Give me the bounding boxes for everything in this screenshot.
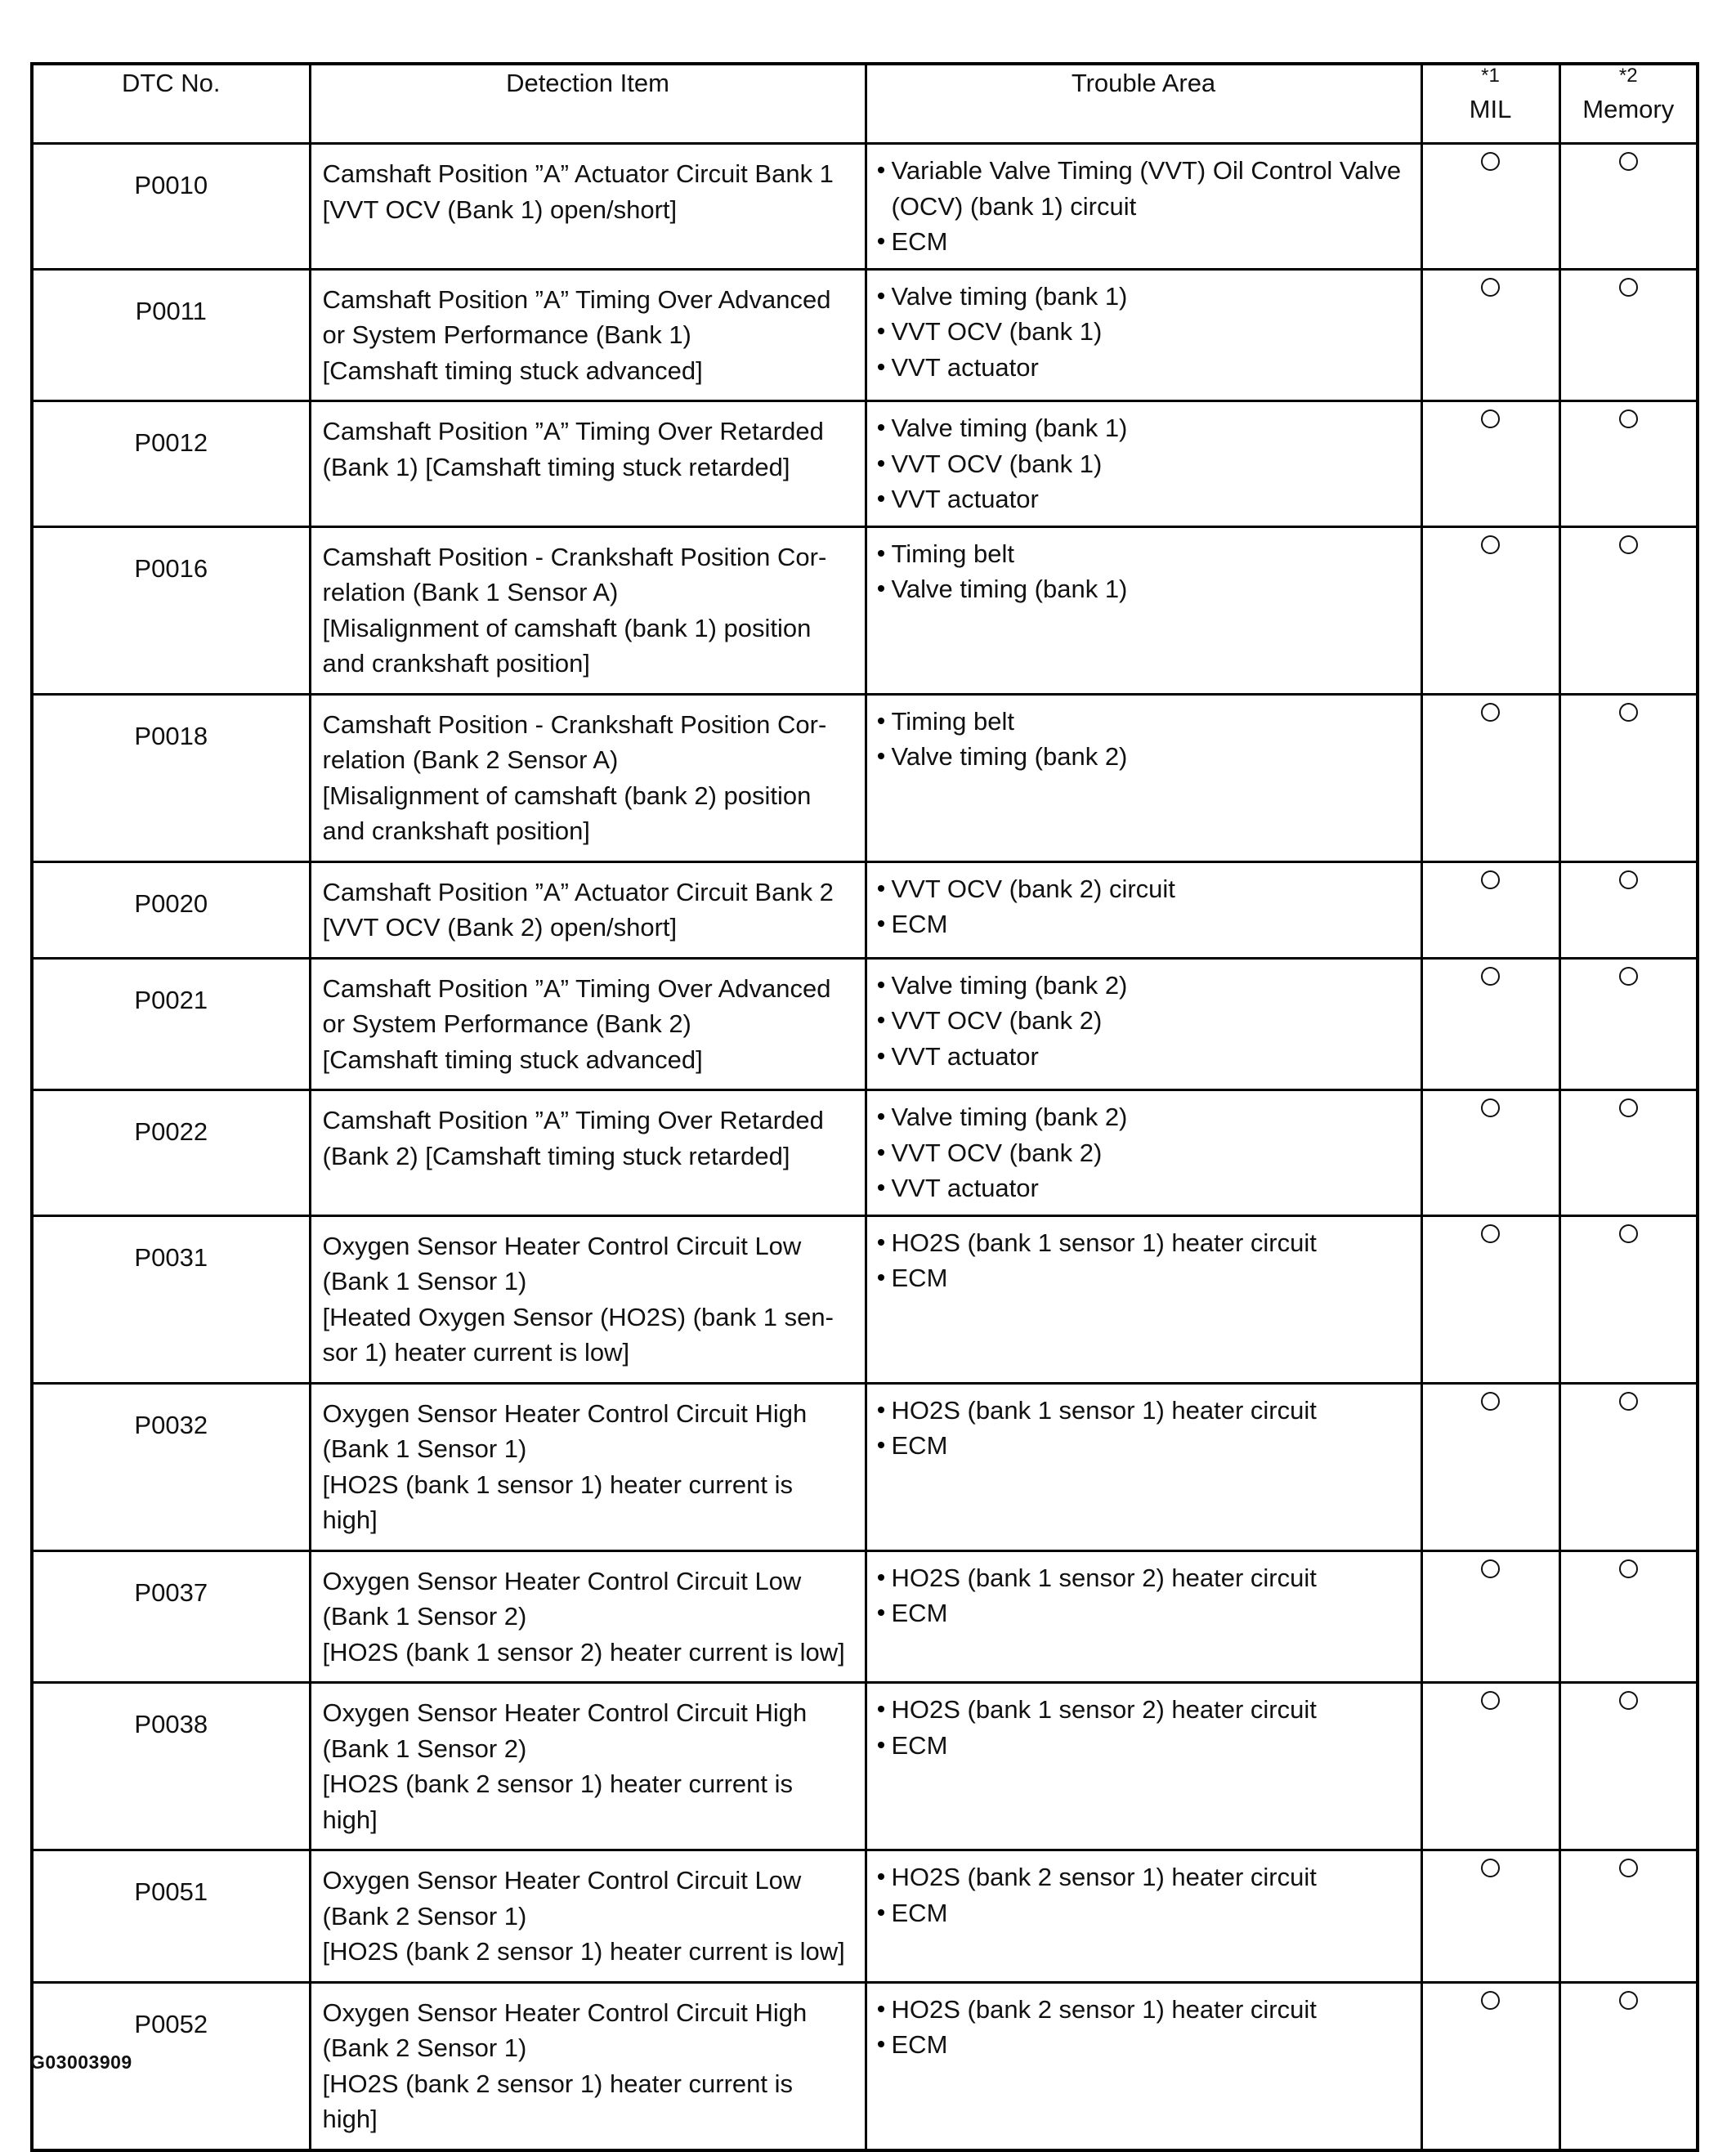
detection-item [310, 1383, 866, 1550]
trouble-area-item: VVT actuator [877, 1170, 1412, 1206]
mil-circle-icon [1481, 1691, 1500, 1710]
mil-circle-icon [1481, 1991, 1500, 2010]
mil-cell [1421, 861, 1559, 958]
memory-circle-icon [1619, 1392, 1638, 1411]
trouble-area-item: Valve timing (bank 1) [877, 279, 1412, 315]
trouble-area-list [877, 704, 1412, 775]
trouble-area-item: HO2S (bank 2 sensor 1) heater circuit [877, 1859, 1412, 1895]
header-trouble-area: Trouble Area [866, 64, 1421, 144]
detection-line: [HO2S (bank 2 sensor 1) heater current is low] [322, 1937, 845, 1966]
trouble-area-item: VVT actuator [877, 350, 1412, 386]
mil-footnote-mark: *1 [1481, 65, 1500, 87]
mil-cell [1421, 1683, 1559, 1850]
mil-circle-icon [1481, 1224, 1500, 1243]
memory-circle-icon [1619, 409, 1638, 428]
trouble-area-item: VVT OCV (bank 2) [877, 1003, 1412, 1039]
dtc-table [30, 62, 1699, 2152]
dtc-code: P0052 [32, 1982, 310, 2150]
trouble-area [866, 1090, 1421, 1216]
detection-line: [HO2S (bank 1 sensor 1) heater current is [322, 1470, 793, 1499]
mil-cell [1421, 1550, 1559, 1683]
detection-item [310, 269, 866, 401]
detection-line: [HO2S (bank 2 sensor 1) heater current is [322, 1769, 793, 1798]
table-row [32, 1090, 1698, 1216]
detection-line: Oxygen Sensor Heater Control Circuit Low [322, 1231, 802, 1260]
trouble-area-list [877, 1393, 1412, 1464]
detection-item [310, 144, 866, 270]
trouble-area-item: VVT actuator [877, 481, 1412, 517]
trouble-area-item: VVT OCV (bank 2) circuit [877, 871, 1412, 907]
header-memory [1559, 64, 1698, 144]
trouble-area [866, 401, 1421, 527]
memory-footnote-mark: *2 [1618, 65, 1638, 87]
mil-circle-icon [1481, 1392, 1500, 1411]
detection-line: Oxygen Sensor Heater Control Circuit High [322, 1998, 808, 2027]
trouble-area-item: HO2S (bank 1 sensor 1) heater circuit [877, 1393, 1412, 1429]
mil-cell [1421, 958, 1559, 1090]
trouble-area-item: HO2S (bank 2 sensor 1) heater circuit [877, 1992, 1412, 2028]
table-row [32, 694, 1698, 861]
trouble-area-list [877, 1692, 1412, 1763]
trouble-area-item: Valve timing (bank 2) [877, 968, 1412, 1004]
trouble-area [866, 1982, 1421, 2150]
mil-label: MIL [1469, 95, 1512, 123]
trouble-area-item: Valve timing (bank 1) [877, 410, 1412, 446]
mil-cell [1421, 401, 1559, 527]
mil-cell [1421, 1383, 1559, 1550]
trouble-area-item: HO2S (bank 1 sensor 1) heater circuit [877, 1225, 1412, 1261]
trouble-area-list [877, 279, 1412, 386]
detection-item [310, 1090, 866, 1216]
trouble-area [866, 1683, 1421, 1850]
trouble-area [866, 861, 1421, 958]
header-mil [1421, 64, 1559, 144]
table-row [32, 1683, 1698, 1850]
trouble-area [866, 269, 1421, 401]
trouble-area-list [877, 1992, 1412, 2063]
trouble-area-list [877, 871, 1412, 942]
memory-circle-icon [1619, 1559, 1638, 1578]
trouble-area [866, 1215, 1421, 1383]
dtc-code: P0031 [32, 1215, 310, 1383]
dtc-code: P0012 [32, 401, 310, 527]
detection-line: relation (Bank 1 Sensor A) [322, 578, 619, 606]
dtc-code: P0011 [32, 269, 310, 401]
detection-line: (Bank 1 Sensor 2) [322, 1734, 527, 1763]
trouble-area-list [877, 410, 1412, 517]
memory-cell [1559, 1215, 1698, 1383]
detection-line: [VVT OCV (Bank 2) open/short] [322, 913, 678, 942]
dtc-code: P0021 [32, 958, 310, 1090]
trouble-area-item: Valve timing (bank 2) [877, 739, 1412, 775]
memory-cell [1559, 526, 1698, 694]
detection-line: Camshaft Position ”A” Timing Over Retarded [322, 1106, 824, 1134]
mil-circle-icon [1481, 409, 1500, 428]
mil-cell [1421, 1215, 1559, 1383]
memory-cell [1559, 1550, 1698, 1683]
table-row [32, 401, 1698, 527]
dtc-code: P0038 [32, 1683, 310, 1850]
trouble-area-item: Valve timing (bank 1) [877, 571, 1412, 607]
detection-line: (Bank 1) [Camshaft timing stuck retarded] [322, 452, 790, 481]
detection-line: Oxygen Sensor Heater Control Circuit High [322, 1398, 808, 1428]
memory-cell [1559, 1982, 1698, 2150]
trouble-area-list [877, 1099, 1412, 1206]
trouble-area-item: Variable Valve Timing (VVT) Oil Control Valve (OCV) (bank 1) circuit [877, 153, 1412, 224]
detection-item [310, 694, 866, 861]
detection-line: [Camshaft timing stuck advanced] [322, 356, 703, 385]
trouble-area-item: VVT OCV (bank 2) [877, 1135, 1412, 1171]
detection-line: and crankshaft position] [322, 817, 590, 845]
trouble-area [866, 1850, 1421, 1983]
memory-cell [1559, 1383, 1698, 1550]
mil-cell [1421, 1850, 1559, 1983]
trouble-area-item: VVT OCV (bank 1) [877, 446, 1412, 482]
memory-circle-icon [1619, 1691, 1638, 1710]
detection-line: [HO2S (bank 1 sensor 2) heater current is low] [322, 1637, 845, 1667]
trouble-area-item: ECM [877, 906, 1412, 942]
memory-label: Memory [1582, 95, 1675, 123]
detection-item [310, 526, 866, 694]
table-row [32, 144, 1698, 270]
table-row [32, 1550, 1698, 1683]
mil-circle-icon [1481, 1098, 1500, 1117]
mil-cell [1421, 1090, 1559, 1216]
memory-circle-icon [1619, 152, 1638, 171]
memory-cell [1559, 694, 1698, 861]
trouble-area-list [877, 153, 1412, 260]
detection-line: Camshaft Position ”A” Timing Over Advanced [322, 284, 831, 314]
table-row [32, 269, 1698, 401]
detection-line: or System Performance (Bank 2) [322, 1009, 691, 1038]
detection-line: Camshaft Position ”A” Timing Over Retarded [322, 417, 824, 445]
detection-line: Camshaft Position ”A” Actuator Circuit Bank 2 [322, 877, 834, 906]
detection-line: Camshaft Position - Crankshaft Position Cor- [322, 542, 827, 571]
trouble-area [866, 1383, 1421, 1550]
dtc-code: P0032 [32, 1383, 310, 1550]
memory-circle-icon [1619, 703, 1638, 722]
trouble-area-list [877, 968, 1412, 1075]
mil-cell [1421, 1982, 1559, 2150]
detection-line: (Bank 2) [Camshaft timing stuck retarded] [322, 1141, 790, 1170]
trouble-area [866, 694, 1421, 861]
memory-circle-icon [1619, 278, 1638, 297]
dtc-table-body [32, 144, 1698, 2150]
memory-cell [1559, 144, 1698, 270]
detection-line: Camshaft Position - Crankshaft Position Cor- [322, 709, 827, 739]
table-row [32, 1215, 1698, 1383]
detection-item [310, 1215, 866, 1383]
trouble-area-item: HO2S (bank 1 sensor 2) heater circuit [877, 1560, 1412, 1596]
mil-cell [1421, 526, 1559, 694]
detection-line: relation (Bank 2 Sensor A) [322, 745, 619, 774]
trouble-area-item: Timing belt [877, 704, 1412, 740]
detection-line: (Bank 1 Sensor 1) [322, 1434, 527, 1463]
table-row [32, 1982, 1698, 2150]
mil-cell [1421, 144, 1559, 270]
dtc-code: P0037 [32, 1550, 310, 1683]
trouble-area-list [877, 1859, 1412, 1931]
detection-line: high] [322, 2105, 378, 2133]
detection-item [310, 861, 866, 958]
detection-line: high] [322, 1805, 378, 1834]
detection-line: (Bank 2 Sensor 1) [322, 1901, 527, 1931]
trouble-area-item: ECM [877, 1728, 1412, 1764]
figure-id: G03003909 [30, 2051, 132, 2073]
mil-circle-icon [1481, 152, 1500, 171]
detection-line: [VVT OCV (Bank 1) open/short] [322, 195, 678, 224]
mil-cell [1421, 269, 1559, 401]
detection-line: and crankshaft position] [322, 649, 590, 678]
dtc-code: P0016 [32, 526, 310, 694]
dtc-code: P0022 [32, 1090, 310, 1216]
mil-circle-icon [1481, 703, 1500, 722]
detection-line: Oxygen Sensor Heater Control Circuit High [322, 1698, 808, 1727]
detection-line: high] [322, 1506, 378, 1534]
trouble-area-list [877, 1225, 1412, 1296]
memory-cell [1559, 861, 1698, 958]
trouble-area-item: VVT actuator [877, 1039, 1412, 1075]
trouble-area-item: HO2S (bank 1 sensor 2) heater circuit [877, 1692, 1412, 1728]
detection-item [310, 1550, 866, 1683]
memory-cell [1559, 269, 1698, 401]
detection-line: [Heated Oxygen Sensor (HO2S) (bank 1 sen- [322, 1302, 834, 1331]
detection-line: (Bank 1 Sensor 1) [322, 1267, 527, 1295]
detection-line: [Camshaft timing stuck advanced] [322, 1045, 703, 1074]
mil-cell [1421, 694, 1559, 861]
dtc-code: P0051 [32, 1850, 310, 1983]
memory-circle-icon [1619, 870, 1638, 889]
detection-line: Camshaft Position ”A” Actuator Circuit Bank 1 [322, 159, 834, 188]
table-row [32, 1383, 1698, 1550]
dtc-code: P0010 [32, 144, 310, 270]
trouble-area [866, 958, 1421, 1090]
trouble-area [866, 1550, 1421, 1683]
detection-item [310, 958, 866, 1090]
trouble-area-item: VVT OCV (bank 1) [877, 314, 1412, 350]
mil-circle-icon [1481, 967, 1500, 986]
header-dtc-no: DTC No. [32, 64, 310, 144]
memory-circle-icon [1619, 1224, 1638, 1243]
detection-line: or System Performance (Bank 1) [322, 320, 691, 349]
detection-line: [Misalignment of camshaft (bank 1) position [322, 613, 812, 642]
mil-circle-icon [1481, 1859, 1500, 1877]
trouble-area [866, 526, 1421, 694]
detection-line: Camshaft Position ”A” Timing Over Advanced [322, 973, 831, 1003]
detection-line: [HO2S (bank 2 sensor 1) heater current is [322, 2069, 793, 2098]
mil-circle-icon [1481, 535, 1500, 554]
detection-item [310, 1982, 866, 2150]
mil-circle-icon [1481, 870, 1500, 889]
header-row [32, 64, 1698, 144]
detection-line: [Misalignment of camshaft (bank 2) position [322, 781, 812, 810]
mil-circle-icon [1481, 278, 1500, 297]
table-row [32, 1850, 1698, 1983]
detection-line: sor 1) heater current is low] [322, 1338, 630, 1367]
mil-circle-icon [1481, 1559, 1500, 1578]
table-row [32, 526, 1698, 694]
memory-cell [1559, 1090, 1698, 1216]
trouble-area-item: ECM [877, 1595, 1412, 1631]
memory-circle-icon [1619, 1098, 1638, 1117]
header-detection-item: Detection Item [310, 64, 866, 144]
trouble-area-list [877, 1560, 1412, 1631]
detection-line: (Bank 2 Sensor 1) [322, 2033, 527, 2062]
trouble-area-item: ECM [877, 2027, 1412, 2063]
trouble-area-item: ECM [877, 1260, 1412, 1296]
detection-line: (Bank 1 Sensor 2) [322, 1602, 527, 1631]
table-row [32, 861, 1698, 958]
dtc-code: P0018 [32, 694, 310, 861]
memory-circle-icon [1619, 1859, 1638, 1877]
detection-line: Oxygen Sensor Heater Control Circuit Low [322, 1866, 802, 1895]
table-row [32, 958, 1698, 1090]
trouble-area-item: ECM [877, 224, 1412, 260]
detection-line: Oxygen Sensor Heater Control Circuit Low [322, 1566, 802, 1595]
detection-item [310, 401, 866, 527]
memory-cell [1559, 1683, 1698, 1850]
dtc-code: P0020 [32, 861, 310, 958]
memory-circle-icon [1619, 535, 1638, 554]
trouble-area-item: ECM [877, 1428, 1412, 1464]
trouble-area [866, 144, 1421, 270]
memory-cell [1559, 958, 1698, 1090]
memory-circle-icon [1619, 1991, 1638, 2010]
trouble-area-item: Valve timing (bank 2) [877, 1099, 1412, 1135]
trouble-area-item: ECM [877, 1895, 1412, 1931]
memory-cell [1559, 1850, 1698, 1983]
detection-item [310, 1683, 866, 1850]
detection-item [310, 1850, 866, 1983]
memory-cell [1559, 401, 1698, 527]
trouble-area-item: Timing belt [877, 536, 1412, 572]
trouble-area-list [877, 536, 1412, 607]
memory-circle-icon [1619, 967, 1638, 986]
